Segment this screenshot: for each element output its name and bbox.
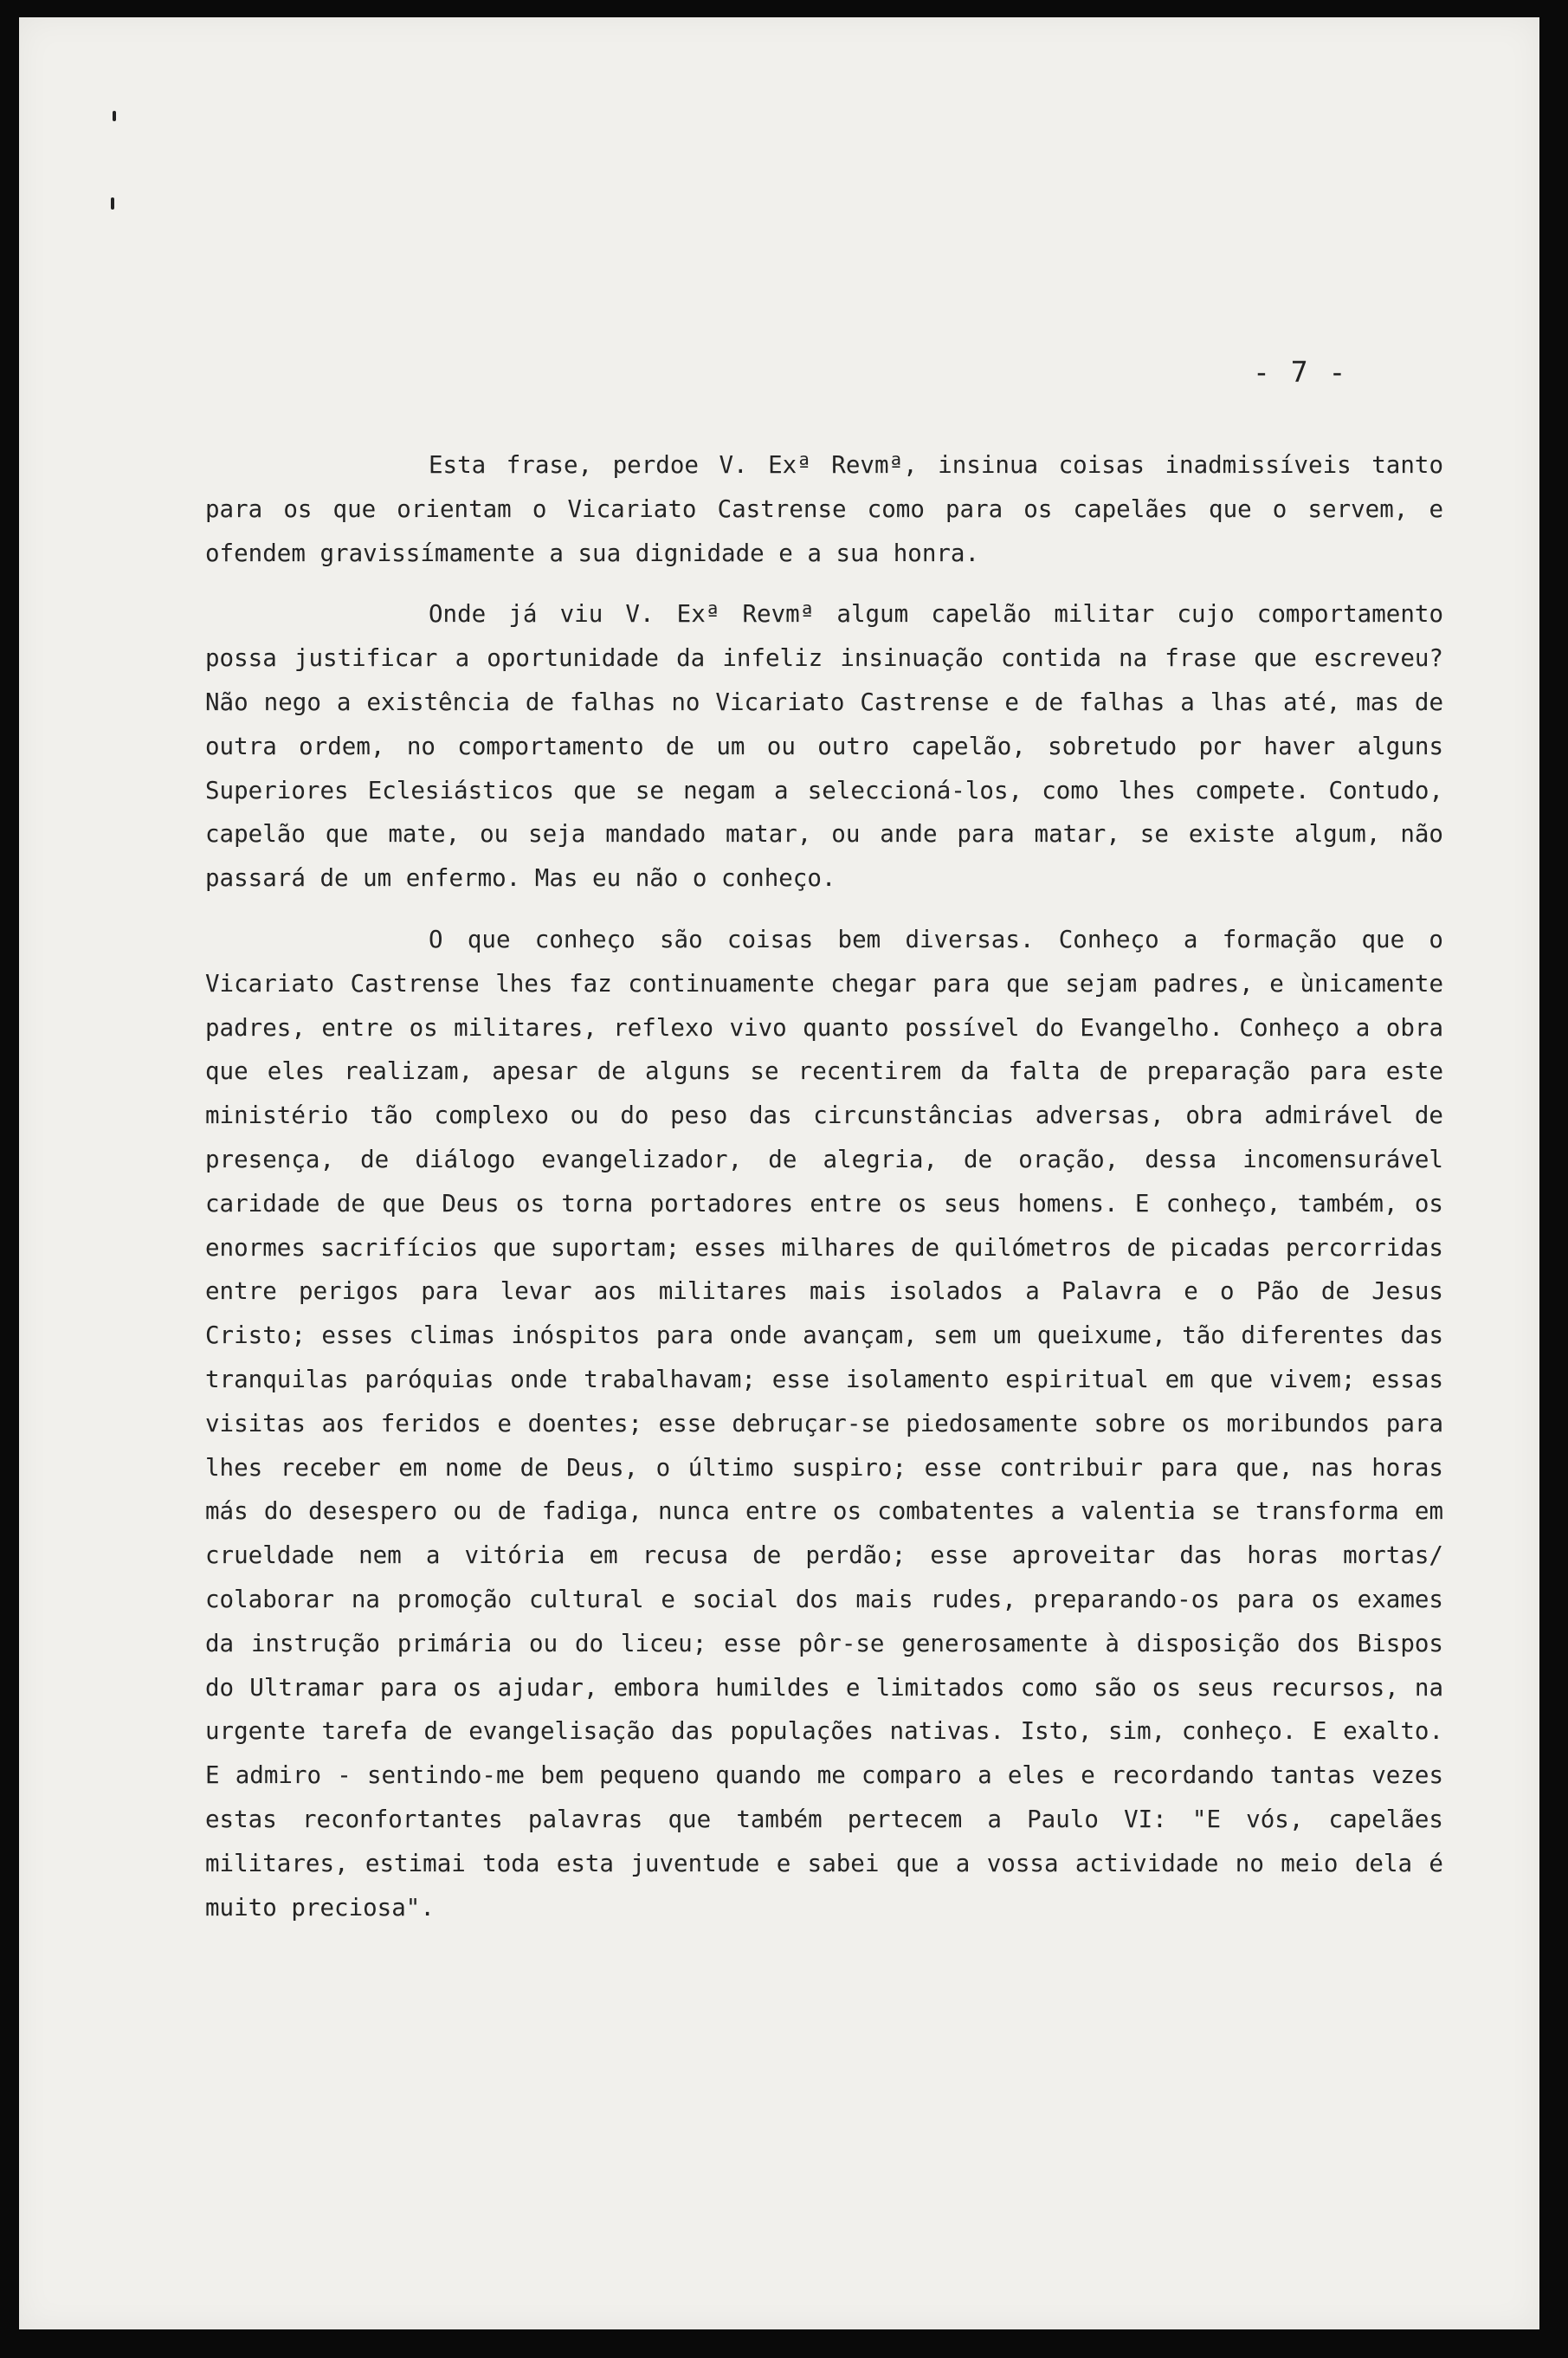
letter-body [205,443,1443,1929]
paragraph: Onde já viu V. Exª Revmª algum capelão militar cujo comportamento possa justificar a oportunidade da infeliz insinuação contida na frase que escreveu? Não nego a existência de falhas no Vicariato Castrense e de falhas a lhas até, mas de outra ordem, no comportamento de um ou outro capelão, sobretudo por haver alguns Superiores Eclesiásticos que se negam a seleccioná-los, como lhes compete. Contudo, capelão que mate, ou seja mandado matar, ou ande para matar, se existe algum, não passará de um enfermo. Mas eu não o conheço. [205,600,1443,893]
page-number: - 7 - [1253,355,1348,389]
paragraph: Esta frase, perdoe V. Exª Revmª, insinua coisas inadmissíveis tanto para os que orientam o Vicariato Castrense como para os capelães que o servem, e ofendem gravissímamente a sua dignidade e a sua honra. [205,451,1443,567]
margin-mark [111,197,114,210]
margin-mark [113,111,116,121]
paragraph: O que conheço são coisas bem diversas. Conheço a formação que o Vicariato Castrense lhes faz continuamente chegar para que sejam padres, e ùnicamente padres, entre os militares, reflexo vivo quanto possível do Evangelho. Conheço a obra que eles realizam, apesar de alguns se recentirem da falta de preparação para este ministério tão complexo ou do peso das circunstâncias adversas, obra admirável de presença, de diálogo evangelizador, de alegria, de oração, dessa incomensurável caridade de que Deus os torna portadores entre os seus homens. E conheço, também, os enormes sacrifícios que suportam; esses milhares de quilómetros de picadas percorridas entre perigos para levar aos militares mais isolados a Palavra e o Pão de Jesus Cristo; esses climas inóspitos para onde avançam, sem um queixume, tão diferentes das tranquilas paróquias onde trabalhavam; esse isolamento espiritual em que vivem; essas visitas aos feridos e doentes; esse debruçar-se piedosamente sobre os moribundos para lhes receber em nome de Deus, o último suspiro; esse contribuir para que, nas horas más do desespero ou de fadiga, nunca entre os combatentes a valentia se transforma em crueldade nem a vitória em recusa de perdão; esse aproveitar das horas mortas/ colaborar na promoção cultural e social dos mais rudes, preparando-os para os exames da instrução primária ou do liceu; esse pôr-se generosamente à disposição dos Bispos do Ultramar para os ajudar, embora humildes e limitados como são os seus recursos, na urgente tarefa de evangelisação das populações nativas. Isto, sim, conheço. E exalto. E admiro - sentindo-me bem pequeno quando me comparo a eles e recordando tantas vezes estas reconfortantes palavras que também pertecem a Paulo VI: "E vós, capelães militares, estimai toda esta juventude e sabei que a vossa actividade no meio dela é muito preciosa". [205,925,1443,1922]
document-page [19,17,1539,2329]
